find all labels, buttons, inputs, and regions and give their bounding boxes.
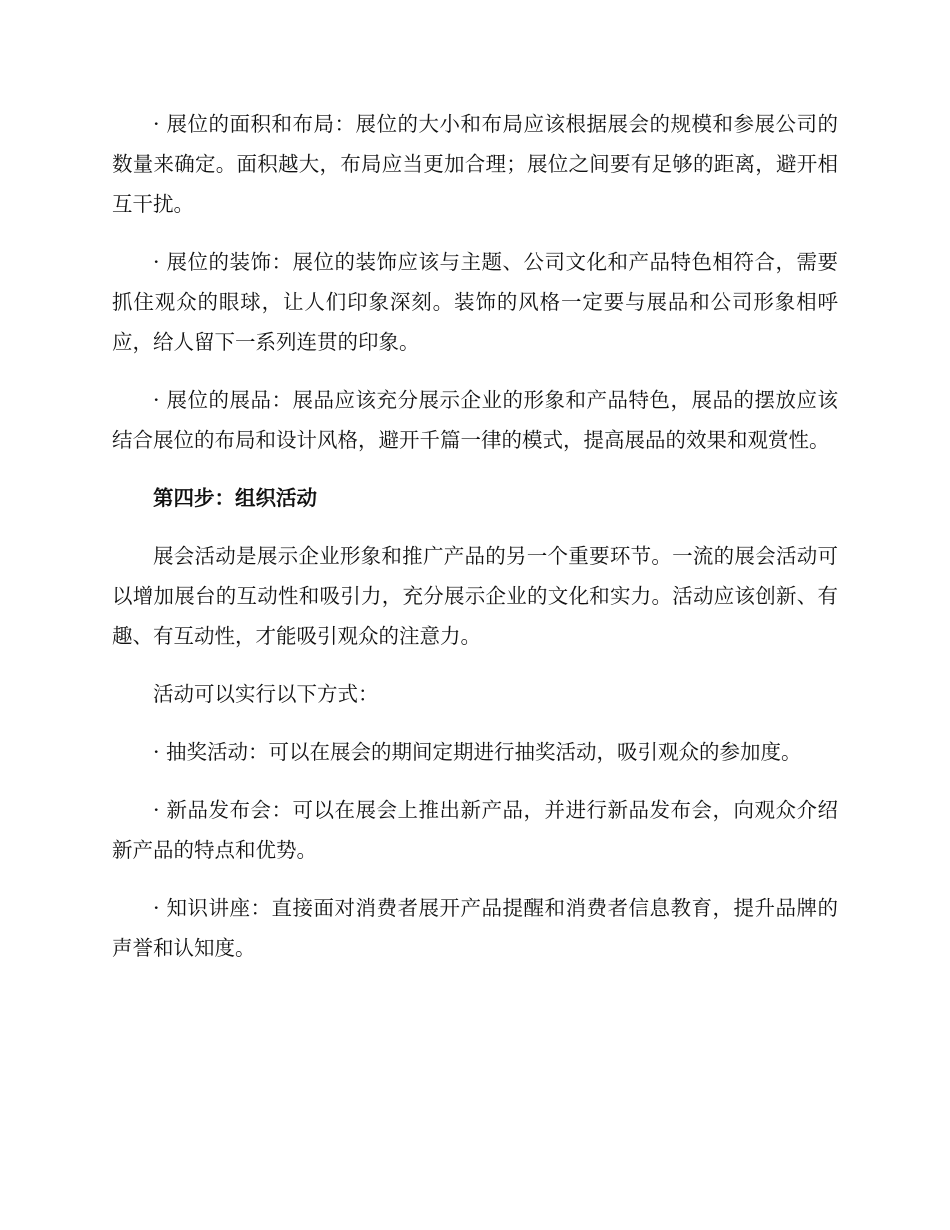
paragraph-product-launch: · 新品发布会：可以在展会上推出新产品，并进行新品发布会，向观众介绍新产品的特点和优势。 [112,798,838,862]
document-page [112,104,838,986]
paragraph-lottery: · 抽奖活动：可以在展会的期间定期进行抽奖活动，吸引观众的参加度。 [153,740,802,764]
section-heading: 第四步：组织活动 [153,486,317,510]
paragraph-booth-area-layout: · 展位的面积和布局：展位的大小和布局应该根据展会的规模和参展公司的数量来确定。面积越大，布局应当更加合理；展位之间要有足够的距离，避开相互干扰。 [112,112,838,216]
paragraph-activity-methods: 活动可以实行以下方式： [153,682,379,706]
paragraph-booth-decoration: · 展位的装饰：展位的装饰应该与主题、公司文化和产品特色相符合，需要抓住观众的眼球，让人们印象深刻。装饰的风格一定要与展品和公司形象相呼应，给人留下一系列连贯的印象。 [112,250,838,354]
paragraph-knowledge-lecture: · 知识讲座：直接面对消费者展开产品提醒和消费者信息教育，提升品牌的声誉和认知度。 [112,896,838,960]
paragraph-booth-exhibits: · 展位的展品：展品应该充分展示企业的形象和产品特色，展品的摆放应该结合展位的布局和设计风格，避开千篇一律的模式，提高展品的效果和观赏性。 [112,388,838,452]
paragraph-activity-intro: 展会活动是展示企业形象和推广产品的另一个重要环节。一流的展会活动可以增加展台的互动性和吸引力，充分展示企业的文化和实力。活动应该创新、有趣、有互动性，才能吸引观众的注意力。 [112,544,838,648]
